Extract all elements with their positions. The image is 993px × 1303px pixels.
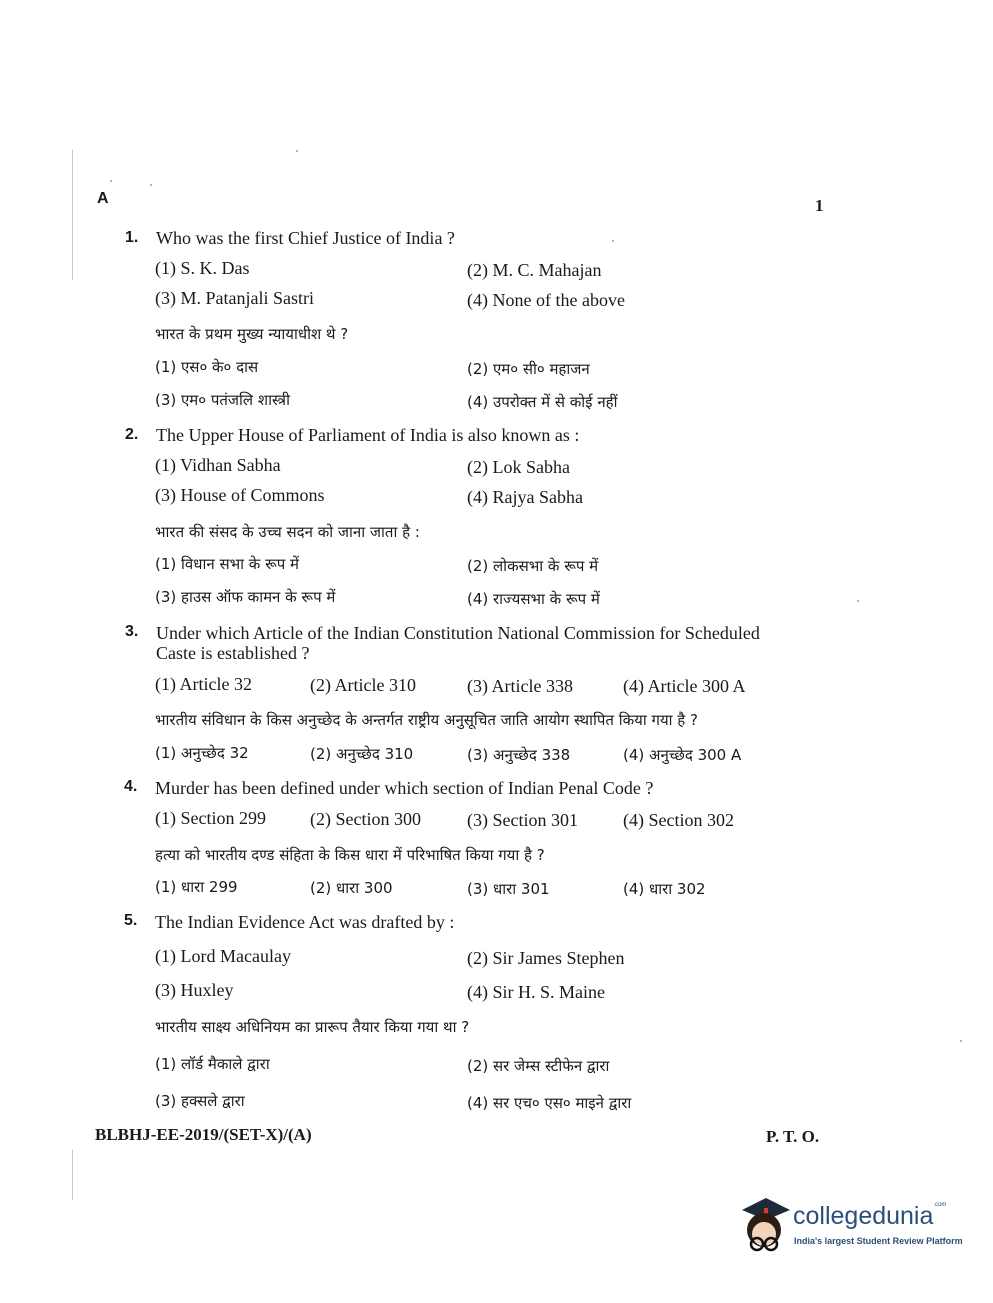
option-hi: (2) धारा 300 (310, 879, 393, 897)
option-hi: (3) धारा 301 (467, 880, 550, 898)
option-en: (3) Article 338 (467, 676, 573, 696)
option-en: (2) Sir James Stephen (467, 948, 625, 968)
brand-tagline: India's largest Student Review Platform (794, 1236, 963, 1246)
option-en: (3) Section 301 (467, 810, 578, 830)
scan-speck (110, 180, 112, 182)
question-text-hi: भारतीय संविधान के किस अनुच्छेद के अन्तर्गत राष्ट्रीय अनुसूचित जाति आयोग स्थापित किया गया है ? (155, 711, 698, 729)
question-text-en: The Upper House of Parliament of India is also known as : (156, 425, 580, 445)
scan-margin-line (72, 1150, 73, 1200)
option-hi: (4) धारा 302 (623, 880, 706, 898)
option-en: (4) Sir H. S. Maine (467, 982, 605, 1002)
option-hi: (2) लोकसभा के रूप में (467, 557, 599, 575)
option-en: (2) Lok Sabha (467, 457, 570, 477)
option-hi: (3) हाउस ऑफ कामन के रूप में (155, 588, 336, 606)
option-en: (3) Huxley (155, 980, 234, 1000)
option-en: (4) Rajya Sabha (467, 487, 583, 507)
scan-speck (960, 1040, 962, 1042)
option-en: (4) Article 300 A (623, 676, 746, 696)
question-number: 4. (124, 778, 138, 795)
option-hi: (2) सर जेम्स स्टीफेन द्वारा (467, 1057, 610, 1075)
option-en: (4) Section 302 (623, 810, 734, 830)
option-en: (4) None of the above (467, 290, 625, 310)
option-en: (1) S. K. Das (155, 258, 250, 278)
option-en: (1) Article 32 (155, 674, 252, 694)
question-text-en: Murder has been defined under which section of Indian Penal Code ? (155, 778, 654, 798)
mascot-icon (736, 1196, 792, 1258)
scan-speck (857, 600, 859, 602)
option-hi: (1) विधान सभा के रूप में (155, 555, 299, 573)
option-en: (2) M. C. Mahajan (467, 260, 602, 280)
option-hi: (4) उपरोक्त में से कोई नहीं (467, 393, 618, 411)
question-text-hi: भारतीय साक्ष्य अधिनियम का प्रारूप तैयार किया गया था ? (155, 1018, 470, 1036)
option-hi: (1) धारा 299 (155, 878, 238, 896)
option-en: (3) House of Commons (155, 485, 325, 505)
scan-margin-line (72, 150, 73, 280)
scan-speck (296, 150, 298, 152)
option-hi: (1) लॉर्ड मैकाले द्वारा (155, 1055, 270, 1073)
option-hi: (1) एस० के० दास (155, 358, 259, 376)
option-hi: (4) राज्यसभा के रूप में (467, 590, 600, 608)
scan-speck (150, 184, 152, 186)
paper-code: BLBHJ-EE-2019/(SET-X)/(A) (95, 1125, 312, 1144)
question-number: 1. (125, 229, 139, 246)
question-number: 2. (125, 426, 139, 443)
option-hi: (4) अनुच्छेद 300 A (623, 746, 742, 764)
option-en: (2) Section 300 (310, 809, 421, 829)
option-hi: (1) अनुच्छेद 32 (155, 744, 249, 762)
please-turn-over: P. T. O. (766, 1127, 820, 1146)
collegedunia-watermark (736, 1196, 966, 1266)
option-en: (1) Lord Macaulay (155, 946, 291, 966)
question-text-hi: भारत की संसद के उच्च सदन को जाना जाता है : (155, 523, 420, 541)
page-number: 1 (815, 196, 824, 215)
question-text-en: Under which Article of the Indian Constitution National Commission for Scheduled (156, 623, 760, 643)
brand-name: collegedunia$^{.com}$ (793, 1202, 947, 1230)
option-hi: (3) एम० पतंजलि शास्त्री (155, 391, 290, 409)
question-text-en-continued: Caste is established ? (156, 643, 310, 663)
option-hi: (2) एम० सी० महाजन (467, 360, 590, 378)
option-hi: (3) अनुच्छेद 338 (467, 746, 571, 764)
option-en: (2) Article 310 (310, 675, 416, 695)
question-text-en: Who was the first Chief Justice of India ? (156, 228, 455, 248)
question-number: 5. (124, 912, 138, 929)
option-en: (3) M. Patanjali Sastri (155, 288, 314, 308)
question-text-hi: हत्या को भारतीय दण्ड संहिता के किस धारा में परिभाषित किया गया है ? (155, 846, 545, 864)
question-text-hi: भारत के प्रथम मुख्य न्यायाधीश थे ? (155, 325, 349, 343)
option-en: (1) Section 299 (155, 808, 266, 828)
scan-speck (612, 240, 614, 242)
question-text-en: The Indian Evidence Act was drafted by : (155, 912, 455, 932)
question-number: 3. (125, 623, 139, 640)
set-letter: A (97, 190, 109, 207)
option-hi: (4) सर एच० एस० माइने द्वारा (467, 1094, 632, 1112)
option-hi: (3) हक्सले द्वारा (155, 1092, 245, 1110)
option-en: (1) Vidhan Sabha (155, 455, 281, 475)
option-hi: (2) अनुच्छेद 310 (310, 745, 414, 763)
